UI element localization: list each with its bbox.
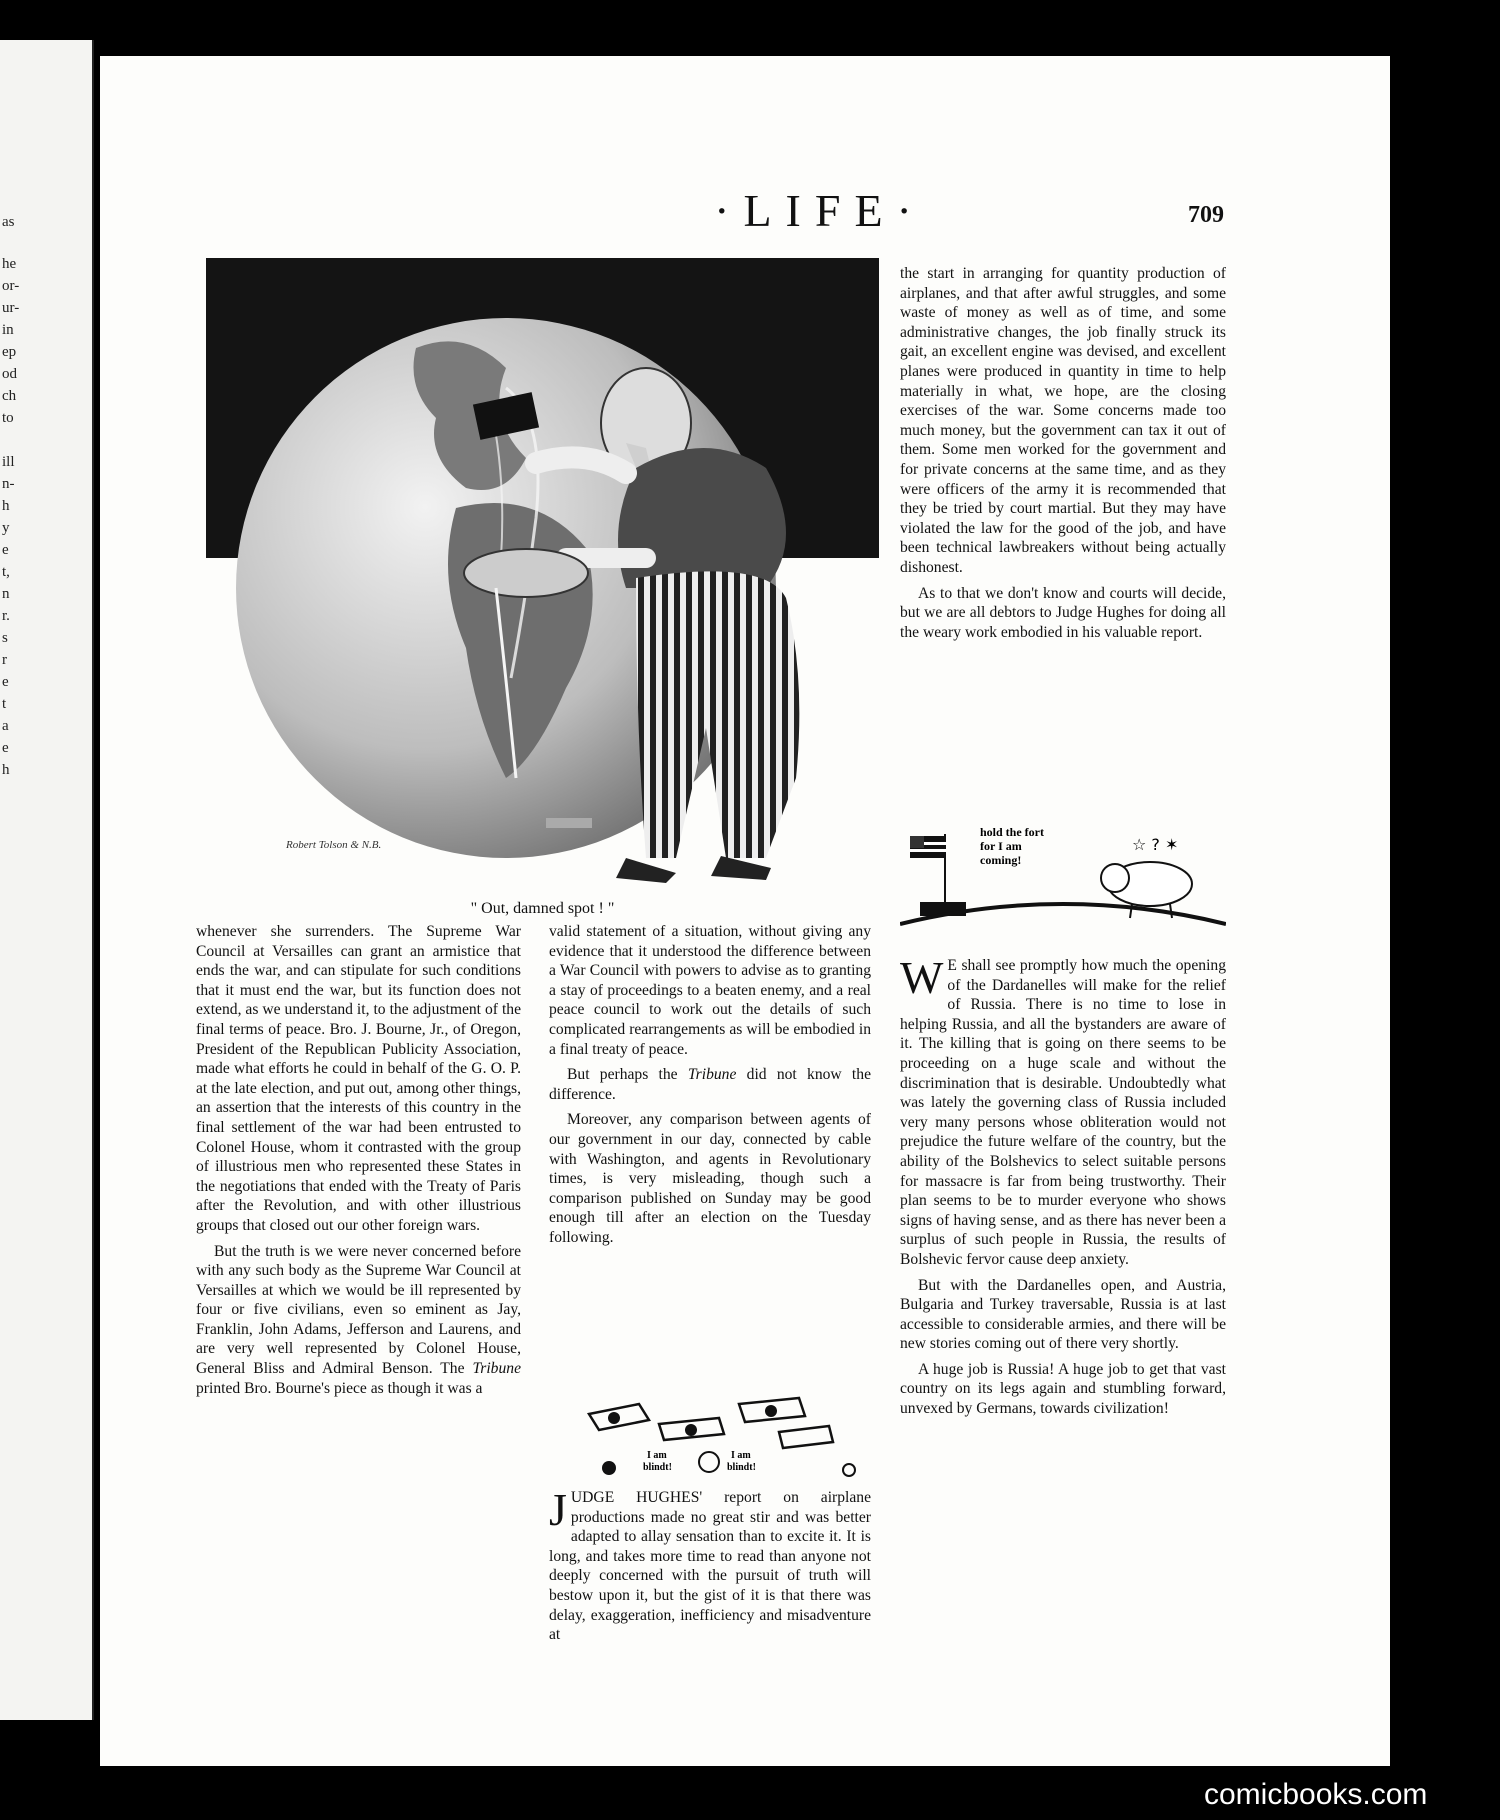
speech-line1: hold the fort bbox=[980, 825, 1044, 839]
paragraph: A huge job is Russia! A huge job to get that vast country on its legs again and stumbling forward, unvexed by Germans, towards civilization! bbox=[900, 1360, 1226, 1418]
paragraph-dropcap: JUDGE HUGHES' report on airplane productions made no great stir and was better adapted to allay sensation than to excite it. It is long, and takes more time to read than anyone not deeply concerned with the pursuit of truth will bestow upon it, but the gist of it is that there was delay, exaggeration, inefficiency and misadventure at bbox=[549, 1484, 871, 1644]
left-page-text-fragment: r. bbox=[2, 608, 10, 624]
column-right-top bbox=[900, 264, 1226, 648]
page-number: 709 bbox=[1188, 202, 1224, 228]
left-page-text-fragment: y bbox=[2, 520, 10, 536]
left-page-text-fragment: h bbox=[2, 498, 10, 514]
left-page-text-fragment: to bbox=[2, 410, 14, 426]
artist-signature: Robert Tolson & N.B. bbox=[286, 839, 382, 851]
speech-line3: coming! bbox=[980, 853, 1022, 867]
paragraph: But perhaps the Tribune did not know the difference. bbox=[549, 1066, 871, 1103]
left-page-text-fragment: ur- bbox=[2, 300, 20, 316]
left-page-text-fragment: e bbox=[2, 740, 9, 756]
airplane-icon bbox=[589, 1404, 649, 1430]
left-page-text-fragment: e bbox=[2, 674, 9, 690]
left-page-text-fragment: e bbox=[2, 542, 9, 558]
cartoon-illustration bbox=[206, 258, 879, 886]
speech-left-line2: blindt! bbox=[643, 1462, 672, 1473]
drop-cap: W bbox=[900, 952, 944, 1003]
left-page-text-fragment: s bbox=[2, 630, 8, 646]
paragraph: whenever she surrenders. The Supreme War Council at Versailles can grant an armistice that ends the war, and can stipulate for such conditions that it must end the war, but its function does not extend, as we understand it, to the adjustment of the final terms of peace. Bro. J. Bourne, Jr., of Oregon, President of the Republican Publicity Association, made what efforts he could in behalf of the G. O. P. at the late election, and put out, among other things, an assertion that the interests of this country in the final settlement of the war had been entrusted to Colonel House, whom it contrasted with the group of illustrious men who represented these States in the negotiations that ended with the Treaty of Paris after the Revolution, and with other illustrious groups that closed out our other foreign wars. bbox=[196, 923, 521, 1234]
left-page-text-fragment: a bbox=[2, 718, 9, 734]
paragraph: valid statement of a situation, without giving any evidence that it understood the difference between a War Council with powers to advise as to granting a stay of proceedings to a beaten enemy, and a real peace council to work out the details of such complicated rearrangements as will be embodied in a final treaty of peace. bbox=[549, 923, 871, 1058]
speech-right-line1: I am bbox=[731, 1450, 751, 1461]
speech-right-line2: blindt! bbox=[727, 1462, 756, 1473]
column-middle bbox=[549, 922, 871, 1254]
column-middle-bottom bbox=[549, 1484, 871, 1651]
left-page-text-fragment: or- bbox=[2, 278, 20, 294]
adjacent-page-edge bbox=[0, 40, 94, 1720]
paragraph: But the truth is we were never concerned before with any such body as the Supreme War Council at Versailles at which we would be ill represented by four or five civilians, even so eminent as Jay, Franklin, John Adams, Jefferson and Laurens, and are very well represented by Colonel House, General Bliss and Admiral Benson. The Tribune printed Bro. Bourne's piece as though it was a bbox=[196, 1242, 521, 1397]
drop-cap: J bbox=[549, 1484, 567, 1535]
american-flag-icon bbox=[910, 836, 946, 858]
left-page-text-fragment: as bbox=[2, 214, 15, 230]
left-page-text-fragment: ch bbox=[2, 388, 17, 404]
paragraph-dropcap: W E shall see promptly how much the opening of the Dardanelles will make for the relief of Russia. There is no time to lose in helping Russia, and all the bystanders are aware of it. The killing that is going on there seems to be proceeding on a huge scale and without the discrimination that is desirable. Undoubtedly what was lately the governing class of Russia included very many persons whose obliteration would not prejudice the future welfare of the country, but the ability of the Bolshevics to select suitable persons for massacre is far from being trustworthy. Their plan seems to be to murder everyone who shows signs of having sense, and as there has never been a surplus of such people in Russia, the results of Bolshevic fervor cause deep anxiety. bbox=[900, 952, 1226, 1268]
left-page-text-fragment: h bbox=[2, 762, 10, 778]
speech-line2: for I am bbox=[980, 839, 1022, 853]
basin bbox=[464, 549, 588, 597]
figure-head-icon bbox=[699, 1452, 719, 1472]
column-left bbox=[196, 922, 521, 1404]
paragraph: the start in arranging for quantity production of airplanes, and that after awful struggles, and some waste of money as well as of time, and some administrative changes, the job finally struck its gait, an excellent engine was devised, and excellent planes were produced in quantity in time to help materially in what, we hope, are the closing exercises of the war. Some concerns made too much money, but the government can tax it out of them. Some men worked for the government and for private concerns at the same time, and as they were officers of the army it is recommended that they be tried by court martial. But they may have violated the law for the good of the job, and have been technical lawbreakers without being actually dishonest. bbox=[900, 265, 1226, 576]
paragraph: But with the Dardanelles open, and Austria, Bulgaria and Turkey traversable, Russia is at last accessible to considerable armies, and there will be new stories coming out of there very shortly. bbox=[900, 1276, 1226, 1353]
paragraph: As to that we don't know and courts will decide, but we are all debtors to Judge Hughes for doing all the weary work embodied in his valuable report. bbox=[900, 584, 1226, 641]
left-page-text-fragment: t bbox=[2, 696, 7, 712]
left-page-text-fragment: he bbox=[2, 256, 17, 272]
soap-bar bbox=[546, 818, 592, 828]
site-watermark: comicbooks.com bbox=[1204, 1778, 1428, 1811]
airplane-icon bbox=[739, 1398, 805, 1422]
flag-cartoon bbox=[900, 814, 1226, 932]
masthead-title: ·LIFE· bbox=[714, 185, 926, 236]
left-page-text-fragment: in bbox=[2, 322, 14, 338]
speech-left-line1: I am bbox=[647, 1450, 667, 1461]
left-page-text-fragment: od bbox=[2, 366, 17, 382]
figure-icon bbox=[602, 1461, 616, 1475]
dizzy-stars-icon: ☆ ? ✶ bbox=[1132, 835, 1179, 854]
left-page-text-fragment: ill bbox=[2, 454, 15, 470]
left-page-text-fragment: n- bbox=[2, 476, 15, 492]
left-page-text-fragment: t, bbox=[2, 564, 10, 580]
paragraph: Moreover, any comparison between agents of our government in our day, connected by cable with Washington, and agents in Revolutionary times, is very misleading, though such a comparison published on Sunday may be good enough till after an election on the Tuesday following. bbox=[549, 1111, 871, 1246]
left-page-text-fragment: r bbox=[2, 652, 7, 668]
left-page-text-fragment: n bbox=[2, 586, 10, 602]
magazine-page bbox=[100, 56, 1390, 1766]
column-right-bottom bbox=[900, 952, 1226, 1425]
airplane-icon bbox=[659, 1418, 724, 1440]
airplane-icon bbox=[779, 1426, 833, 1448]
figure-icon bbox=[843, 1464, 855, 1476]
airplanes-cartoon bbox=[549, 1384, 871, 1480]
left-page-text-fragment: ep bbox=[2, 344, 17, 360]
illustration-caption: " Out, damned spot ! " bbox=[470, 900, 615, 917]
